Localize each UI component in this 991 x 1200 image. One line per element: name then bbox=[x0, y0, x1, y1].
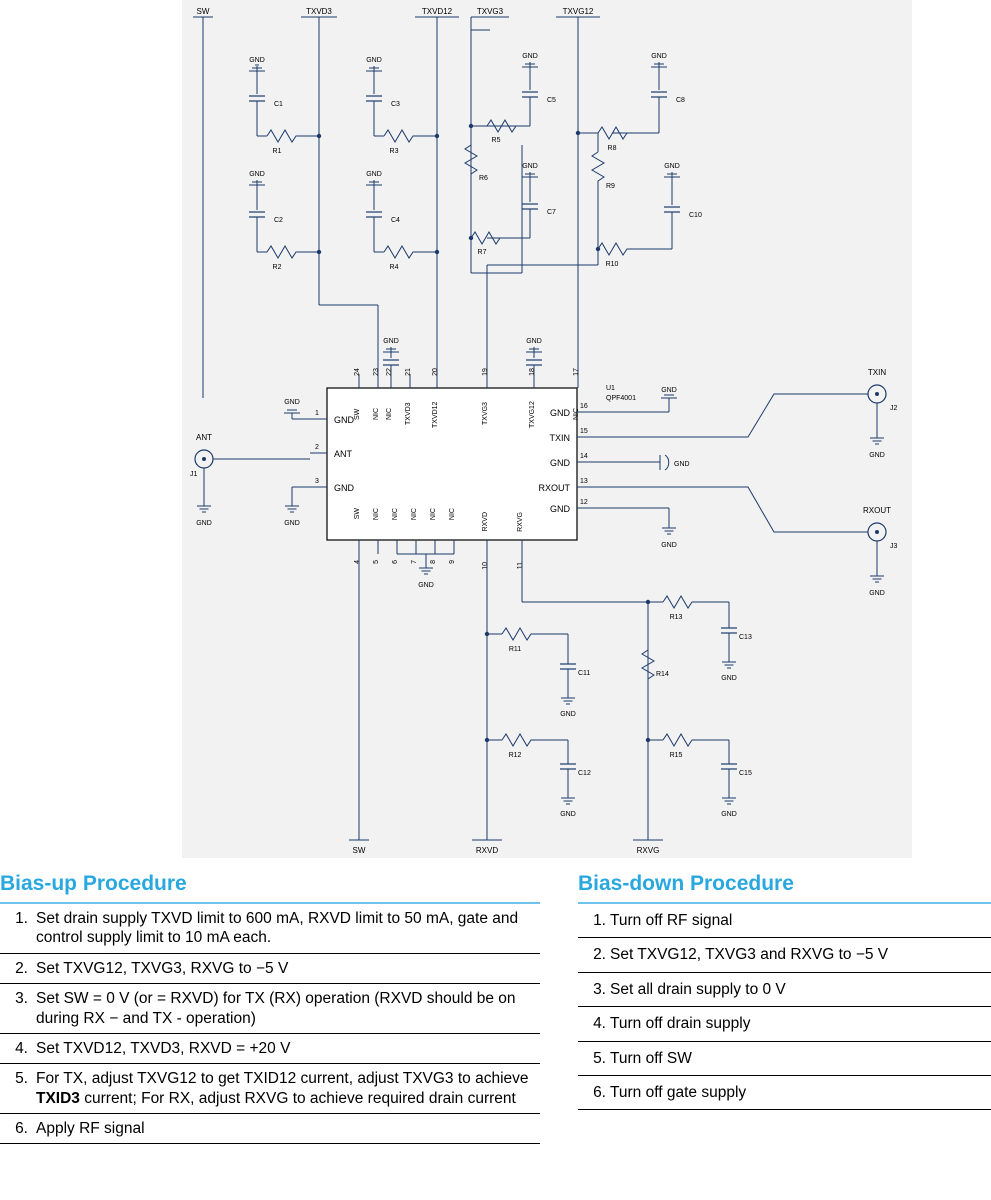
chip-bottom-gnd bbox=[397, 554, 454, 589]
svg-text:R5: R5 bbox=[491, 137, 501, 144]
bias-down-procedure bbox=[578, 872, 991, 1110]
svg-text:RXVD: RXVD bbox=[475, 846, 499, 855]
svg-text:R10: R10 bbox=[605, 261, 619, 268]
svg-text:SW: SW bbox=[354, 408, 361, 420]
svg-text:R14: R14 bbox=[656, 671, 669, 678]
step-number: 5. bbox=[578, 1041, 608, 1075]
svg-text:R6: R6 bbox=[479, 175, 488, 182]
svg-text:SW: SW bbox=[196, 7, 210, 16]
svg-text:R3: R3 bbox=[389, 148, 399, 155]
svg-text:GND: GND bbox=[249, 171, 265, 178]
svg-text:TXVG3: TXVG3 bbox=[476, 7, 504, 16]
svg-text:13: 13 bbox=[580, 478, 588, 485]
svg-text:24: 24 bbox=[354, 368, 361, 376]
svg-text:GND: GND bbox=[196, 520, 212, 527]
step-number: 3. bbox=[0, 984, 34, 1034]
list-item bbox=[578, 1075, 991, 1109]
rc-branch-c8-r8 bbox=[576, 53, 685, 152]
svg-text:R13: R13 bbox=[669, 614, 683, 621]
svg-text:TXVD3: TXVD3 bbox=[306, 7, 332, 16]
step-text: Set TXVG12, TXVG3, RXVG to −5 V bbox=[34, 953, 540, 983]
net-label-txvg12-top bbox=[556, 7, 600, 388]
svg-text:C3: C3 bbox=[391, 101, 400, 108]
svg-text:R12: R12 bbox=[508, 752, 522, 759]
svg-text:U1: U1 bbox=[606, 385, 615, 392]
step-text: Set TXVD12, TXVD3, RXVD = +20 V bbox=[34, 1033, 540, 1063]
svg-text:C2: C2 bbox=[274, 217, 283, 224]
svg-text:TXIN: TXIN bbox=[867, 368, 887, 377]
svg-text:NIC: NIC bbox=[386, 407, 393, 420]
net-rxvg bbox=[522, 554, 663, 855]
list-item bbox=[578, 938, 991, 972]
svg-text:NIC: NIC bbox=[373, 508, 380, 521]
svg-text:TXVD12: TXVD12 bbox=[432, 401, 439, 428]
net-label-txvd3-top bbox=[301, 7, 378, 388]
rc-branch-r15-c15 bbox=[646, 734, 752, 818]
svg-text:C1: C1 bbox=[274, 101, 283, 108]
step-text: For TX, adjust TXVG12 to get TXID12 current, adjust TXVG3 to achieve TXID3 current; For RX, adjust RXVG to achieve required drain current bbox=[34, 1064, 540, 1114]
step-text: Set drain supply TXVD limit to 600 mA, RXVD limit to 50 mA, gate and control supply limit to 10 mA each. bbox=[34, 904, 540, 953]
svg-text:C4: C4 bbox=[391, 217, 400, 224]
svg-text:17: 17 bbox=[573, 368, 580, 376]
list-item bbox=[578, 1041, 991, 1075]
step-text: Set all drain supply to 0 V bbox=[608, 972, 991, 1006]
svg-text:J2: J2 bbox=[890, 405, 898, 412]
svg-text:R7: R7 bbox=[477, 249, 487, 256]
step-text: Turn off drain supply bbox=[608, 1007, 991, 1041]
svg-text:11: 11 bbox=[517, 562, 524, 570]
chip-u1 bbox=[310, 368, 636, 570]
svg-text:GND: GND bbox=[550, 458, 570, 468]
svg-text:TXVG12: TXVG12 bbox=[529, 401, 536, 428]
svg-text:GND: GND bbox=[526, 338, 542, 345]
net-label-sw-bottom bbox=[349, 554, 369, 855]
rc-branch-c10-r10 bbox=[487, 163, 702, 388]
step-number: 6. bbox=[578, 1075, 608, 1109]
svg-text:SW: SW bbox=[352, 846, 366, 855]
step-text: Set TXVG12, TXVG3 and RXVG to −5 V bbox=[608, 938, 991, 972]
step-number: 3. bbox=[578, 972, 608, 1006]
svg-text:RXVG: RXVG bbox=[517, 512, 524, 532]
connector-j3-rxout bbox=[594, 487, 898, 597]
svg-text:GND: GND bbox=[418, 582, 434, 589]
svg-text:J3: J3 bbox=[890, 543, 898, 550]
list-item bbox=[578, 972, 991, 1006]
svg-text:GND: GND bbox=[721, 811, 737, 818]
svg-text:NIC: NIC bbox=[373, 407, 380, 420]
pin3-gnd bbox=[284, 487, 310, 527]
svg-text:GND: GND bbox=[550, 408, 570, 418]
net-label-sw-top bbox=[193, 7, 213, 398]
svg-text:3: 3 bbox=[315, 478, 319, 485]
svg-text:R8: R8 bbox=[607, 145, 617, 152]
rc-branch-r12-c12 bbox=[485, 734, 591, 818]
step-text: Set SW = 0 V (or = RXVD) for TX (RX) operation (RXVD should be on during RX − and TX - operation) bbox=[34, 984, 540, 1034]
svg-text:GND: GND bbox=[550, 504, 570, 514]
svg-text:GND: GND bbox=[334, 415, 354, 425]
svg-text:GND: GND bbox=[674, 461, 690, 468]
svg-text:GND: GND bbox=[366, 171, 382, 178]
svg-text:16: 16 bbox=[580, 403, 588, 410]
svg-text:NIC: NIC bbox=[392, 508, 399, 521]
svg-text:GND: GND bbox=[334, 483, 354, 493]
resistor-r6 bbox=[465, 145, 488, 182]
svg-text:4: 4 bbox=[354, 560, 361, 564]
step-text: Apply RF signal bbox=[34, 1114, 540, 1144]
svg-text:14: 14 bbox=[580, 453, 588, 460]
svg-text:GND: GND bbox=[661, 387, 677, 394]
list-item bbox=[0, 1114, 540, 1144]
list-item bbox=[578, 1007, 991, 1041]
svg-text:7: 7 bbox=[411, 560, 418, 564]
step-text: Turn off gate supply bbox=[608, 1075, 991, 1109]
step-number: 6. bbox=[0, 1114, 34, 1144]
step-number: 1. bbox=[578, 904, 608, 938]
svg-text:J1: J1 bbox=[190, 471, 198, 478]
svg-text:10: 10 bbox=[482, 562, 489, 570]
svg-text:15: 15 bbox=[580, 428, 588, 435]
svg-text:RXOUT: RXOUT bbox=[863, 506, 891, 515]
svg-text:R11: R11 bbox=[508, 646, 522, 653]
svg-text:C12: C12 bbox=[578, 770, 591, 777]
step-number: 4. bbox=[578, 1007, 608, 1041]
svg-text:NIC: NIC bbox=[573, 407, 580, 420]
svg-text:R1: R1 bbox=[272, 148, 282, 155]
rc-branch-c1-r1 bbox=[249, 57, 321, 155]
svg-text:TXVG3: TXVG3 bbox=[482, 402, 489, 425]
bias-up-procedure bbox=[0, 872, 540, 1144]
pin1-gnd bbox=[284, 399, 310, 419]
svg-text:GND: GND bbox=[664, 163, 680, 170]
svg-text:18: 18 bbox=[529, 368, 536, 376]
svg-text:GND: GND bbox=[522, 53, 538, 60]
svg-text:GND: GND bbox=[383, 338, 399, 345]
svg-text:6: 6 bbox=[392, 560, 399, 564]
svg-text:QPF4001: QPF4001 bbox=[606, 395, 636, 402]
bias-up-steps-table bbox=[0, 904, 540, 1144]
svg-text:TXVD12: TXVD12 bbox=[421, 7, 453, 16]
svg-text:ANT: ANT bbox=[196, 433, 212, 442]
list-item bbox=[578, 904, 991, 938]
svg-text:RXOUT: RXOUT bbox=[538, 483, 570, 493]
svg-text:C7: C7 bbox=[547, 209, 556, 216]
connector-j1-ant bbox=[190, 433, 310, 527]
rc-branch-c4-r4 bbox=[366, 171, 439, 271]
step-number: 4. bbox=[0, 1033, 34, 1063]
svg-text:23: 23 bbox=[373, 368, 380, 376]
svg-text:R2: R2 bbox=[272, 264, 282, 271]
svg-text:12: 12 bbox=[580, 499, 588, 506]
bias-down-heading: Bias-down Procedure bbox=[578, 872, 794, 895]
resistor-r14 bbox=[642, 650, 669, 688]
rc-branch-c3-r3 bbox=[366, 57, 439, 155]
svg-text:GND: GND bbox=[661, 542, 677, 549]
net-label-txvd12-top bbox=[415, 7, 459, 388]
svg-text:GND: GND bbox=[366, 57, 382, 64]
svg-text:R4: R4 bbox=[389, 264, 399, 271]
svg-text:NIC: NIC bbox=[430, 508, 437, 521]
svg-text:SW: SW bbox=[354, 508, 361, 520]
svg-text:5: 5 bbox=[373, 560, 380, 564]
svg-text:GND: GND bbox=[560, 711, 576, 718]
svg-text:GND: GND bbox=[721, 675, 737, 682]
svg-text:21: 21 bbox=[405, 368, 412, 376]
pin14-gnd-cap bbox=[594, 455, 690, 470]
svg-text:R9: R9 bbox=[606, 183, 615, 190]
svg-text:NIC: NIC bbox=[411, 508, 418, 521]
step-number: 2. bbox=[0, 953, 34, 983]
svg-text:9: 9 bbox=[449, 560, 456, 564]
svg-text:C8: C8 bbox=[676, 97, 685, 104]
svg-text:ANT: ANT bbox=[334, 449, 352, 459]
rc-branch-r11-c11 bbox=[485, 628, 591, 718]
svg-text:20: 20 bbox=[432, 368, 439, 376]
svg-text:R15: R15 bbox=[669, 752, 683, 759]
svg-text:GND: GND bbox=[651, 53, 667, 60]
rc-branch-c5-r5 bbox=[469, 53, 556, 144]
svg-text:2: 2 bbox=[315, 444, 319, 451]
svg-text:19: 19 bbox=[482, 368, 489, 376]
step-number: 1. bbox=[0, 904, 34, 953]
svg-text:GND: GND bbox=[284, 399, 300, 406]
svg-text:1: 1 bbox=[315, 410, 319, 417]
pin12-gnd bbox=[594, 508, 677, 549]
list-item bbox=[0, 1033, 540, 1063]
connector-j2-txin bbox=[594, 368, 898, 459]
resistor-r9 bbox=[592, 133, 615, 190]
svg-text:22: 22 bbox=[386, 368, 393, 376]
schematic-diagram bbox=[182, 0, 912, 858]
svg-text:GND: GND bbox=[249, 57, 265, 64]
svg-text:GND: GND bbox=[869, 452, 885, 459]
svg-text:C10: C10 bbox=[689, 212, 702, 219]
svg-text:GND: GND bbox=[560, 811, 576, 818]
list-item bbox=[0, 953, 540, 983]
svg-text:C5: C5 bbox=[547, 97, 556, 104]
step-text: Turn off SW bbox=[608, 1041, 991, 1075]
list-item bbox=[0, 904, 540, 953]
svg-text:8: 8 bbox=[430, 560, 437, 564]
svg-text:TXVD3: TXVD3 bbox=[405, 402, 412, 425]
svg-text:GND: GND bbox=[522, 163, 538, 170]
net-rxvd bbox=[472, 554, 502, 855]
svg-text:RXVG: RXVG bbox=[636, 846, 660, 855]
list-item bbox=[0, 1064, 540, 1114]
list-item bbox=[0, 984, 540, 1034]
svg-text:TXIN: TXIN bbox=[549, 433, 570, 443]
svg-text:C15: C15 bbox=[739, 770, 752, 777]
rc-branch-r13-c13 bbox=[646, 596, 752, 682]
svg-text:TXVG12: TXVG12 bbox=[562, 7, 594, 16]
step-number: 2. bbox=[578, 938, 608, 972]
svg-text:GND: GND bbox=[869, 590, 885, 597]
svg-text:NIC: NIC bbox=[449, 508, 456, 521]
bias-up-heading: Bias-up Procedure bbox=[0, 872, 187, 895]
svg-text:C13: C13 bbox=[739, 634, 752, 641]
svg-text:GND: GND bbox=[284, 520, 300, 527]
svg-text:C11: C11 bbox=[578, 670, 591, 677]
svg-text:RXVD: RXVD bbox=[482, 512, 489, 532]
step-number: 5. bbox=[0, 1064, 34, 1114]
rc-branch-c2-r2 bbox=[249, 171, 321, 271]
step-text: Turn off RF signal bbox=[608, 904, 991, 938]
bias-down-steps-table bbox=[578, 904, 991, 1110]
